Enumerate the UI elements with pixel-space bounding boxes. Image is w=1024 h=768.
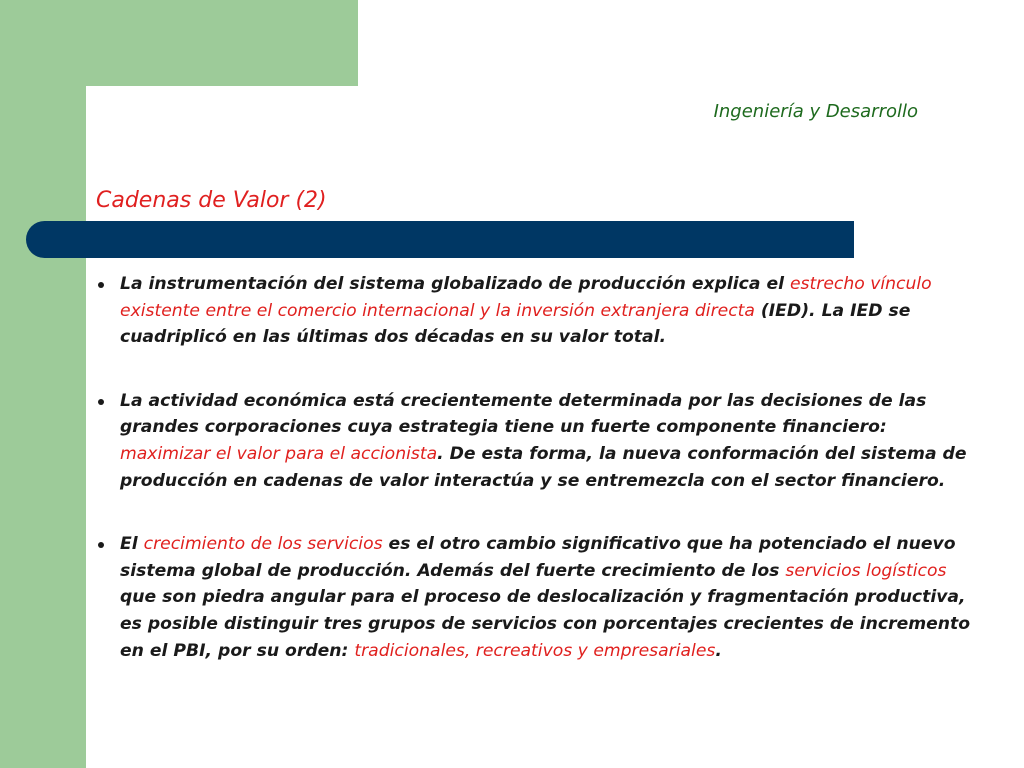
top-green-block bbox=[0, 0, 358, 86]
left-green-bar bbox=[0, 0, 86, 768]
bullet-text-segment: . De esta forma, la nueva conformación del sistema de producción en cadenas de valor interactúa y se entremezcla con el sector financiero. bbox=[120, 443, 967, 491]
slide-title: Cadenas de Valor (2) bbox=[96, 188, 327, 213]
bullet-list bbox=[96, 271, 976, 701]
bullet-text-segment: . bbox=[715, 640, 722, 661]
bullet-highlight: crecimiento de los servicios bbox=[143, 534, 383, 555]
bullet-item bbox=[96, 271, 976, 351]
bullet-dot-icon bbox=[98, 282, 104, 288]
bullet-highlight: estrecho vínculo existente entre el comercio internacional y la inversión extranjera directa bbox=[120, 274, 932, 321]
bullet-item bbox=[96, 388, 976, 494]
bullet-text-segment: que son piedra angular para el proceso de deslocalización y fragmentación productiva, es posible distinguir tres grupos de servicios con porcentajes crecientes de incremento en el PBI, por su orden: bbox=[120, 587, 971, 661]
bullet-text-segment: La instrumentación del sistema globalizado de producción explica el bbox=[120, 274, 790, 294]
bullet-text-segment: El bbox=[120, 534, 144, 555]
bullet-highlight: tradicionales, recreativos y empresariales bbox=[354, 640, 716, 661]
bullet-dot-icon bbox=[98, 399, 104, 405]
bullet-dot-icon bbox=[98, 542, 104, 548]
title-underline-band bbox=[26, 221, 854, 258]
bullet-text-segment: (IED). La IED se cuadriplicó en las últimas dos décadas en su valor total. bbox=[120, 300, 911, 348]
slide-header: Ingeniería y Desarrollo bbox=[713, 101, 918, 122]
bullet-highlight: servicios logísticos bbox=[785, 560, 947, 581]
bullet-item bbox=[96, 531, 976, 664]
bullet-text-segment: La actividad económica está crecientemente determinada por las decisiones de las grandes corporaciones cuya estrategia tiene un fuerte componente financiero: bbox=[120, 390, 927, 438]
bullet-highlight: maximizar el valor para el accionista bbox=[120, 443, 438, 464]
bullet-text-segment: es el otro cambio significativo que ha potenciado el nuevo sistema global de producción. Además del fuerte crecimiento de los bbox=[120, 534, 956, 581]
